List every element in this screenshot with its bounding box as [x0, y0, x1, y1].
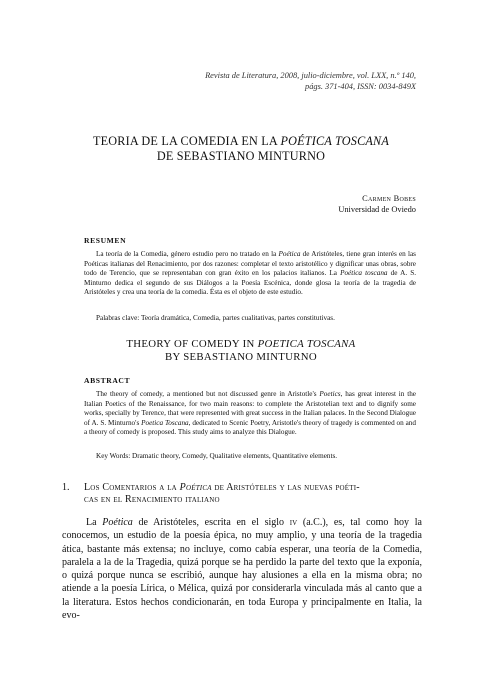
abstract-heading: ABSTRACT	[84, 376, 131, 385]
resumen-keywords: Palabras clave: Teoría dramática, Comedia, partes cualitativas, partes constitutivas.	[96, 314, 335, 322]
journal-citation-line-1: Revista de Literatura, 2008, julio-diciembre, vol. LXX, n.º 140,	[205, 71, 416, 80]
resumen-heading: RESUMEN	[84, 236, 127, 245]
keywords-label: Palabras clave:	[96, 314, 140, 322]
article-title-spanish	[60, 134, 422, 164]
author-name: Carmen Bobes	[362, 194, 416, 203]
article-title-english	[60, 338, 422, 364]
journal-citation	[116, 70, 416, 92]
section-heading-line-2: cas en el Renacimiento italiano	[84, 494, 220, 505]
body-paragraph: La Poética de Aristóteles, escrita en el siglo iv (a.C.), es, tal como hoy la conocemos, un estudio de la poesía épica, no muy amplio, y una teoría de la tragedia ática, bastante más extensa; no incluye, como cabía esperar, una teoría de la Comedia, paralela a la de la Tragedia, quizá porque se ha perdido la parte del texto que la exponía, o quizá porque nunca se escribió, aunque hay alusiones a ella en la misma obra; no atiende a la poesía Lírica, o Mélica, quizá por considerarla vinculada más al canto que a la literatura. Estos hechos condicionarán, en toda Europa y principalmente en Italia, la evo-	[62, 517, 422, 622]
title-es-italic: POÉTICA TOSCANA	[280, 134, 390, 148]
author-affiliation: Universidad de Oviedo	[338, 205, 416, 214]
title-es-text: TEORIA DE LA COMEDIA EN LA	[92, 134, 281, 148]
title-es-line-2: DE SEBASTIANO MINTURNO	[156, 149, 326, 163]
title-en-line-2: BY SEBASTIANO MINTURNO	[165, 351, 317, 363]
abstract-text: The theory of comedy, a mentioned but not discussed genre in Aristotle's Poetics, has great interest in the Italian Poetics of the Renaissance, for two main reasons: to complete the Aristotelian text and to dignify some works, specially by Terence, that were represented with great success in the Italian palaces. In the Second Dialogue of A. S. Minturno's Poetica Toscana, dedicated to Scenic Poetry, Aristotle's theory of tragedy is commented on and a theory of comedy is proposed. This study aims to analyze this Dialogue.	[84, 390, 416, 437]
abstract-keywords: Key Words: Dramatic theory, Comedy, Qualitative elements, Quantitative elements.	[96, 452, 338, 460]
section-number: 1.	[62, 482, 70, 493]
title-en-text: THEORY OF COMEDY IN	[126, 338, 258, 350]
keywords-label-en: Key Words:	[96, 452, 131, 460]
section-heading: 1. Los Comentarios a la Poética de Aristóteles y las nuevas poéti- cas en el Renacimiento italiano	[62, 482, 422, 506]
title-en-italic: POETICA TOSCANA	[257, 338, 356, 350]
journal-citation-line-2: págs. 371-404, ISSN: 0034-849X	[305, 82, 416, 91]
resumen-text: La teoría de la Comedia, género estudio pero no tratado en la Poética de Aristóteles, tiene gran interés en las Poéticas italianas del Renacimiento, por dos razones: completar el texto aristotélico y dignificar unas obras, sobre todo de Terencio, que se representaban con gran éxito en los palacios italianos. La Poética toscana de A. S. Minturno dedica el segundo de sus Diálogos a la Poesía Escénica, donde glosa la teoría de la tragedia de Aristóteles y crea una teoría de la comedia. Ésta es el objeto de este estudio.	[84, 250, 417, 297]
author-block	[216, 193, 416, 215]
